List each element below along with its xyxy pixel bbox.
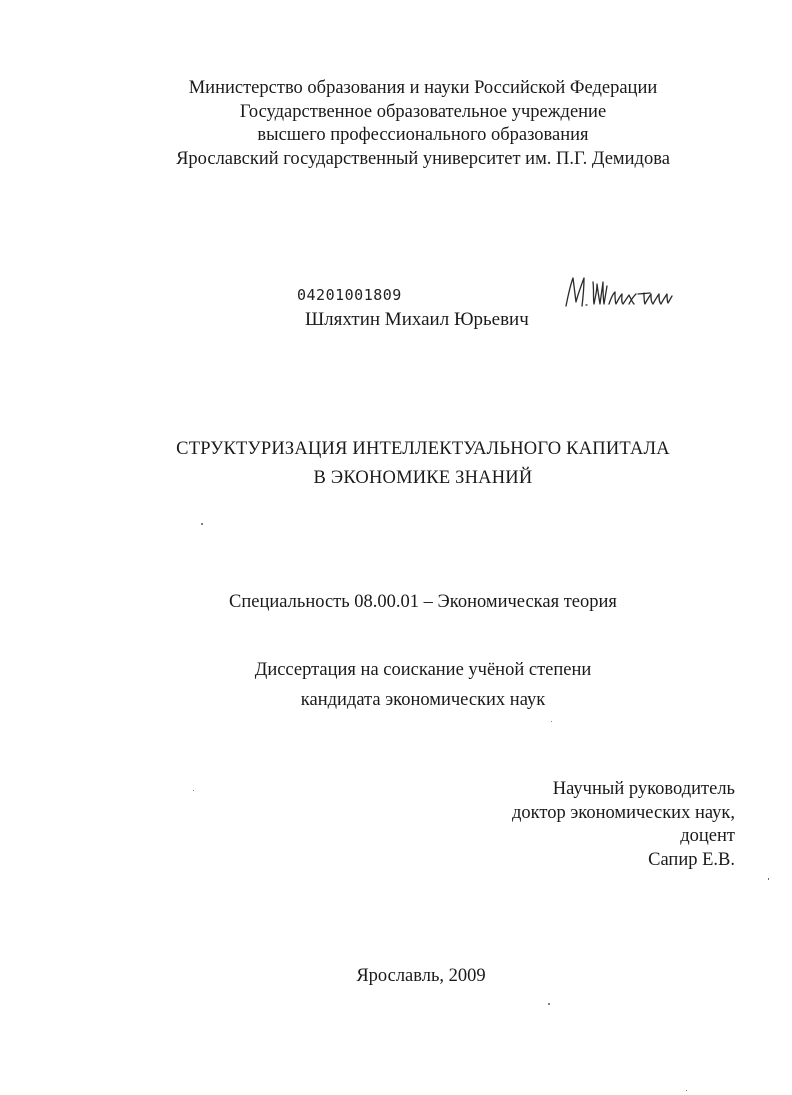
scan-speck	[193, 790, 194, 791]
title-line-2: В ЭКОНОМИКЕ ЗНАНИЙ	[313, 468, 533, 488]
scan-speck	[551, 721, 552, 722]
supervisor-degree: доктор экономических наук,	[511, 802, 735, 823]
degree-statement	[0, 655, 792, 715]
supervisor-name: Сапир Е.В.	[648, 849, 735, 870]
registration-number: 04201001809	[297, 286, 402, 304]
scan-speck	[548, 1003, 550, 1005]
degree-line-1: Диссертация на соискание учёной степени	[254, 660, 592, 680]
university-line: Ярославский государственный университет им. П.Г. Демидова	[176, 148, 670, 169]
ministry-line: Министерство образования и науки Российской Федерации	[188, 78, 658, 98]
degree-line-2: кандидата экономических наук	[300, 690, 546, 710]
institution-header	[0, 77, 792, 171]
title-line-1: СТРУКТУРИЗАЦИЯ ИНТЕЛЛЕКТУАЛЬНОГО КАПИТАЛА	[176, 439, 670, 459]
author-name: Шляхтин Михаил Юрьевич	[305, 309, 529, 330]
institution-type-line: Государственное образовательное учреждение	[239, 101, 607, 122]
supervisor-block	[512, 778, 735, 872]
supervisor-role: Научный руководитель	[552, 779, 735, 799]
author-signature	[560, 272, 680, 318]
scan-speck	[201, 523, 203, 525]
specialty-line: Специальность 08.00.01 – Экономическая теория	[229, 592, 617, 612]
scan-speck	[768, 878, 769, 880]
supervisor-rank: доцент	[680, 826, 735, 846]
scan-speck	[686, 1090, 687, 1091]
education-level-line: высшего профессионального образования	[257, 125, 589, 145]
dissertation-title	[0, 435, 792, 493]
place-and-year: Ярославль, 2009	[356, 966, 486, 986]
